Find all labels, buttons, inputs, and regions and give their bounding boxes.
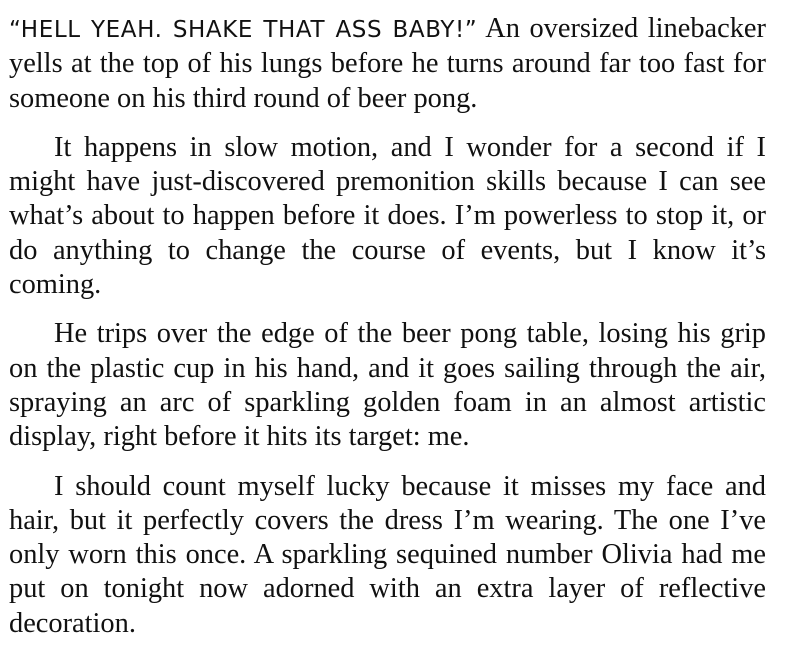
text-body <box>9 0 766 656</box>
paragraph-trips: He trips over the edge of the beer pong table, losing his grip on the plastic cup in his hand, and it goes sailing through the air, spraying an arc of sparkling golden foam in an almost artistic display, right before it hits its target: me. <box>9 318 766 453</box>
opening-paragraph-text: An oversized linebacker yells at the top of his lungs before he turns around far too fast for someone on his third round of beer pong. <box>9 13 766 114</box>
paragraph-opening <box>9 12 766 116</box>
paragraph-slow-motion: It happens in slow motion, and I wonder for a second if I might have just-discovered premonition skills because I can see what’s about to happen before it does. I’m powerless to stop it, or do anything to change the course of events, but I know it’s coming. <box>9 131 766 301</box>
opening-shout-caps: “HELL YEAH. SHAKE THAT ASS BABY!” <box>9 17 478 43</box>
paragraph-dress: I should count myself lucky because it misses my face and hair, but it perfectly covers the dress I’m wearing. The one I’ve only worn this once. A sparkling sequined number Olivia had me put on tonight now adorned with an extra layer of reflective decoration. <box>9 470 766 639</box>
